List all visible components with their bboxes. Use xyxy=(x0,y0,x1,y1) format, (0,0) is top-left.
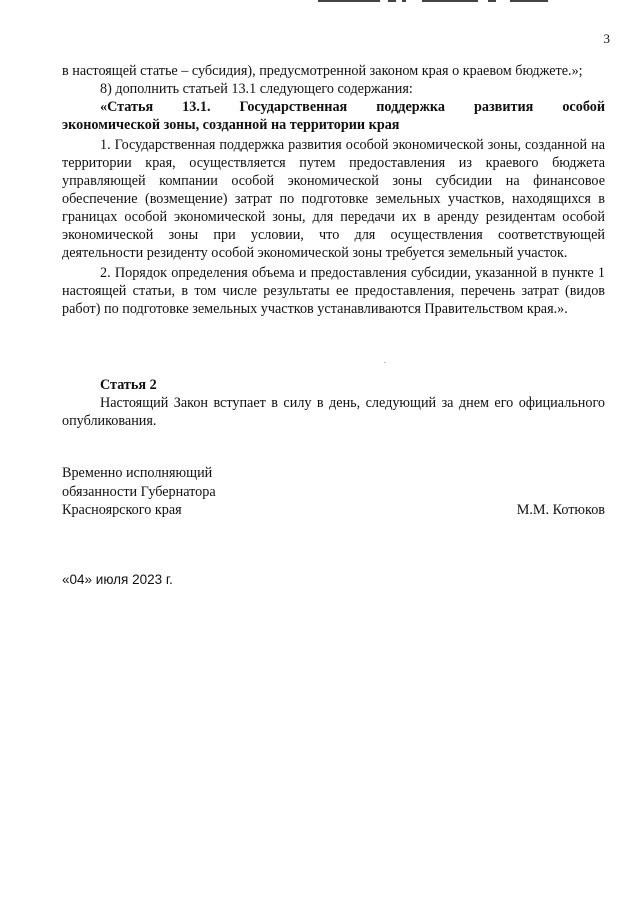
signatory-title-line-1: Временно исполняющий xyxy=(62,465,213,481)
scan-speck xyxy=(384,362,386,363)
signatory-title-line-2: обязанности Губернатора xyxy=(62,483,216,500)
article-13-1-heading-continued: экономической зоны, созданной на территории края xyxy=(62,117,400,133)
paragraph-subsidy-definition: в настоящей статье – субсидия), предусмотренной законом края о краевом бюджете.»; xyxy=(62,63,583,79)
paragraph-13-1-point-1: 1. Государственная поддержка развития особой экономической зоны, созданной на территории края, осуществляется путем предоставления из краевого бюджета управляющей компании особой экономической зоны субсидии на финансовое обеспечение (возмещение) затрат по подготовке земельных участков, находящихся в границах особой экономической зоны, для передачи их в аренду резидентам особой экономической зоны при условии, что для осуществления соответствующей деятельности резиденту особой экономической зоны требуется земельный участок. xyxy=(62,137,605,261)
top-edge-marks xyxy=(318,0,548,3)
article-2-block xyxy=(62,376,605,430)
signature-block xyxy=(62,464,605,520)
paragraph-article-2: Настоящий Закон вступает в силу в день, следующий за днем его официального опубликования. xyxy=(62,395,605,429)
signatory-name: М.М. Котюков xyxy=(516,502,605,518)
document-date: «04» июля 2023 г. xyxy=(62,572,173,587)
signatory-title-line-3: Красноярского края xyxy=(62,502,182,518)
article-2-heading: Статья 2 xyxy=(100,377,157,393)
paragraph-13-1-point-2: 2. Порядок определения объема и предоставления субсидии, указанной в пункте 1 настоящей статьи, в том числе результаты ее предоставления, перечень затрат (видов работ) по подготовке земельных участков устанавливаются Правительством края.». xyxy=(62,265,605,317)
article-13-1-heading: «Статья 13.1. Государственная поддержка развития особой xyxy=(100,99,605,115)
paragraph-amendment-8: 8) дополнить статьей 13.1 следующего содержания: xyxy=(100,81,413,97)
body-text xyxy=(62,62,605,318)
page-number: 3 xyxy=(603,31,610,46)
